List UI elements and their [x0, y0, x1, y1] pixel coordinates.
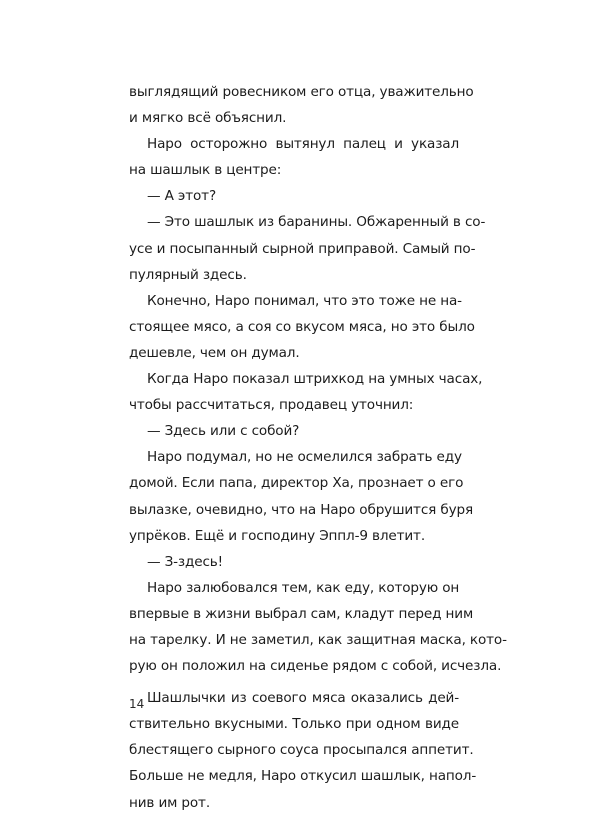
text-line: пулярный здесь.	[129, 266, 247, 283]
text-line: Когда Наро показал штрихкод на умных часах,	[147, 371, 483, 388]
text-line: на тарелку. И не заметил, как защитная маска, кото-	[129, 631, 507, 648]
text-line: — А этот?	[147, 188, 217, 205]
text-line: Наро подумал, но не осмелился забрать еду	[147, 449, 462, 466]
text-line: Шашлычки из соевого мяса оказались дей-	[147, 690, 459, 707]
text-line: Наро осторожно вытянул палец и указал	[147, 136, 459, 153]
text-line: Наро залюбовался тем, как еду, которую он	[147, 579, 460, 596]
text-line: стоящее мясо, а соя со вкусом мяса, но это было	[129, 318, 475, 335]
text-line: — Это шашлык из баранины. Обжаренный в со-	[147, 214, 486, 231]
text-line: выглядящий ровесником его отца, уважительно	[129, 84, 474, 100]
text-line: и мягко всё объяснил.	[129, 110, 287, 127]
text-line: — Здесь или с собой?	[147, 423, 300, 440]
text-line: на шашлык в центре:	[129, 162, 282, 179]
body-text	[129, 79, 507, 816]
text-line: дешевле, чем он думал.	[129, 344, 300, 361]
text-line: упрёков. Ещё и господину Эппл-9 влетит.	[129, 527, 426, 544]
text-line: усе и посыпанный сырной приправой. Самый по-	[129, 240, 476, 257]
text-line: Конечно, Наро понимал, что это тоже не на-	[147, 292, 462, 309]
text-line: домой. Если папа, директор Ха, прознает о его	[129, 475, 464, 492]
text-line: вылазке, очевидно, что на Наро обрушится буря	[129, 501, 473, 518]
text-line: Больше не медля, Наро откусил шашлык, напол-	[129, 768, 477, 785]
text-line: впервые в жизни выбрал сам, кладут перед ним	[129, 605, 474, 622]
text-line: нив им рот.	[129, 794, 211, 811]
text-line: чтобы рассчитаться, продавец уточнил:	[129, 397, 414, 414]
page-number: 14	[129, 697, 145, 711]
text-line: ствительно вкусными. Только при одном виде	[129, 716, 459, 733]
text-line: — З-здесь!	[147, 553, 223, 570]
text-line: блестящего сырного соуса просыпался аппетит.	[129, 742, 474, 759]
text-line: рую он положил на сиденье рядом с собой, исчезла.	[129, 658, 502, 675]
